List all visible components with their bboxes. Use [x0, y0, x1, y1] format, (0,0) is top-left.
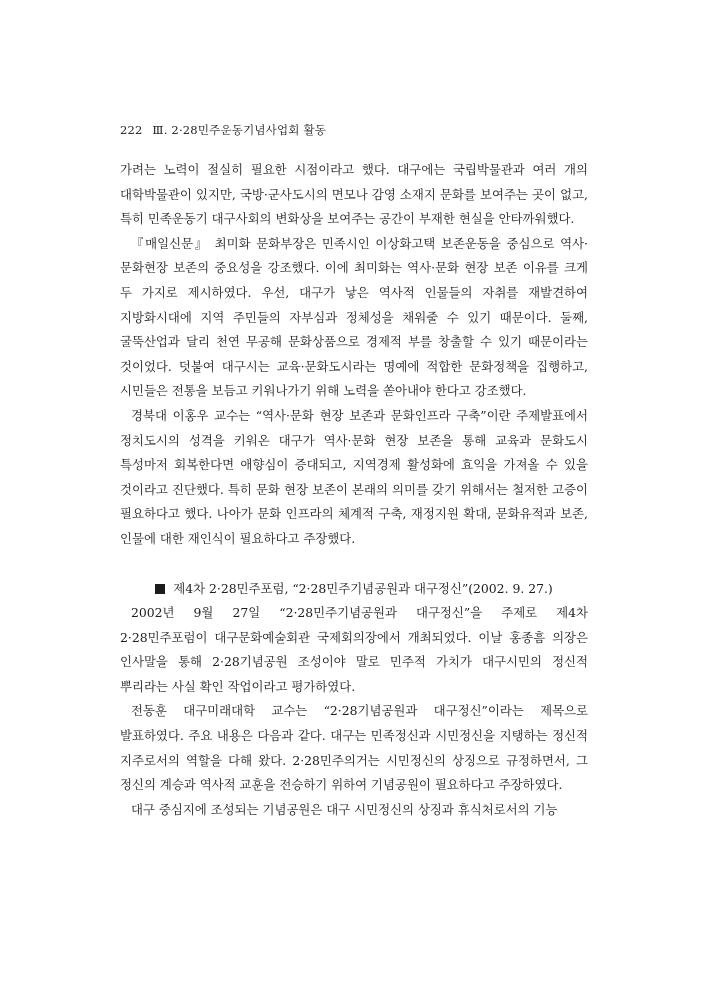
- page-number: 222: [120, 123, 143, 137]
- chapter-title: Ⅲ. 2·28민주운동기념사업회 활동: [152, 123, 327, 137]
- body-text: [120, 158, 588, 822]
- paragraph: 가려는 노력이 절실히 필요한 시점이라고 했다. 대구에는 국립박물관과 여러 개의 대학박물관이 있지만, 국방·군사도시의 면모나 감영 소재지 문화를 보여주는 곳이 없고, 특히 민족운동기 대구사회의 변화상을 보여주는 공간이 부재한 현실을 안타까워했다.: [120, 162, 588, 227]
- section-heading: [120, 577, 588, 602]
- paragraph: 경북대 이홍우 교수는 “역사·문화 현장 보존과 문화인프라 구축”이란 주제발표에서 정치도시의 성격을 키워온 대구가 역사·문화 현장 보존을 통해 교육과 문화도시 특성마저 회복한다면 애향심이 증대되고, 지역경제 활성화에 효익을 가져올 수 있을 것이라고 진단했다. 특히 문화 현장 보존이 본래의 의미를 갖기 위해서는 철저한 고증이 필요하다고 했다. 나아가 문화 인프라의 체계적 구축, 재정지원 확대, 문화유적과 보존, 인물에 대한 재인식이 필요하다고 주장했다.: [120, 407, 588, 546]
- paragraph: 『매일신문』 최미화 문화부장은 민족시인 이상화고택 보존운동을 중심으로 역사·문화현장 보존의 중요성을 강조했다. 이에 최미화는 역사·문화 현장 보존 이유를 크게 두 가지로 제시하였다. 우선, 대구가 낳은 역사적 인물들의 자취를 재발견하여 지방화시대에 지역 주민들의 자부심과 정체성을 채워줄 수 있기 때문이다. 둘째, 굴뚝산업과 달리 천연 무공해 문화상품으로 경제적 부를 창출할 수 있기 때문이라는 것이었다. 덧붙여 대구시는 교육·문화도시라는 명예에 적합한 문화정책을 집행하고, 시민들은 전통을 보듬고 키워나가기 위해 노력을 쏟아내야 한다고 강조했다.: [120, 235, 588, 399]
- running-header: [120, 122, 326, 138]
- paragraph: 2002년 9월 27일 “2·28민주기념공원과 대구정신”을 주제로 제4차 2·28민주포럼이 대구문화예술회관 국제회의장에서 개최되었다. 이날 홍종흠 의장은 인사말을 통해 2·28기념공원 조성이야 말로 민주적 가치가 대구시민의 정신적 뿌리라는 사실 확인 작업이라고 평가하였다.: [120, 605, 588, 694]
- paragraph: 전동훈 대구미래대학 교수는 “2·28기념공원과 대구정신”이라는 제목으로 발표하였다. 주요 내용은 다음과 같다. 대구는 민족정신과 시민정신을 지탱하는 정신적 지주로서의 역할을 다해 왔다. 2·28민주의거는 시민정신의 상징으로 규정하면서, 그 정신의 계승과 역사적 교훈을 전승하기 위하여 기념공원이 필요하다고 주장하였다.: [120, 703, 588, 793]
- section-title: 제4차 2·28민주포럼, “2·28민주기념공원과 대구정신”(2002. 9. 27.): [173, 580, 553, 596]
- paragraph: 대구 중심지에 조성되는 기념공원은 대구 시민정신의 상징과 휴식처로서의 기능: [131, 801, 558, 817]
- square-bullet-icon: [155, 584, 165, 594]
